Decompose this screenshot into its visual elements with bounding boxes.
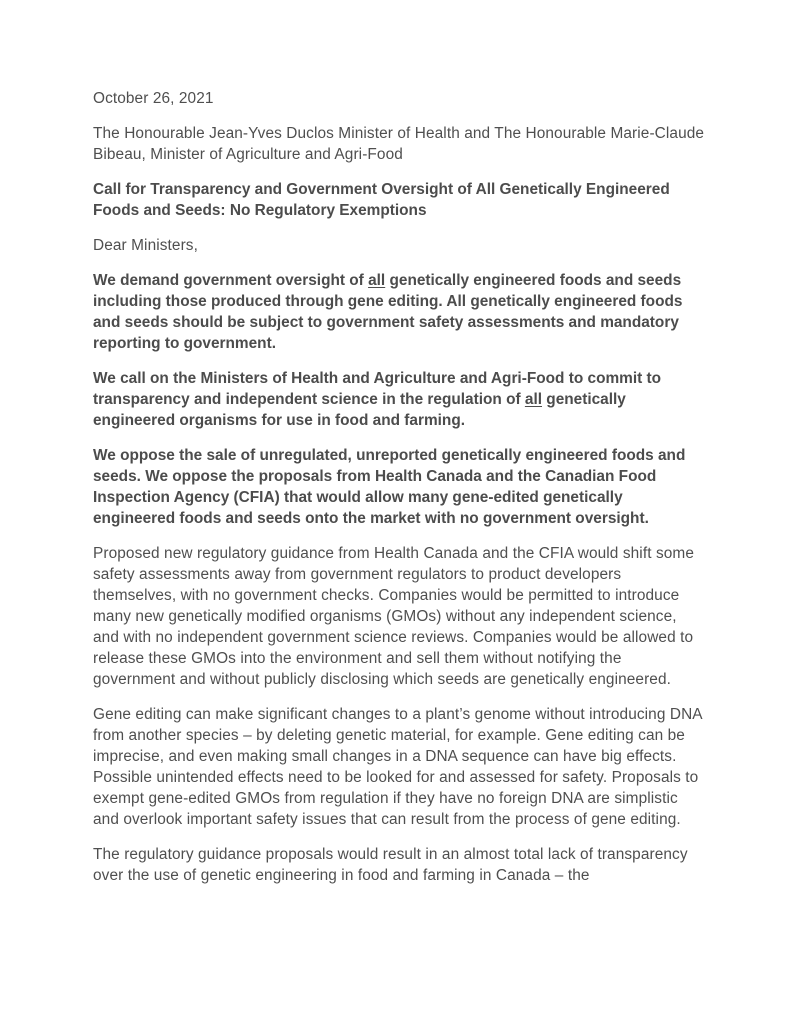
oppose-paragraph: We oppose the sale of unregulated, unreported genetically engineered foods and seeds. We oppose the proposals from Health Canada and the Canadian Food Inspection Agency (CFIA) that would allow many gene-edited genetically engineered foods and seeds onto the market with no government oversight. xyxy=(93,447,686,527)
demand-underlined-all: all xyxy=(368,272,386,289)
gene-editing-paragraph: Gene editing can make significant changes to a plant’s genome without introducing DNA from another species – by deleting genetic material, for example. Gene editing can be imprecise, and even making small changes in a DNA sequence can have big effects. Possible unintended effects need to be looked for and assessed for safety. Proposals to exempt gene-edited GMOs from regulation if they have no foreign DNA are simplistic and overlook important safety issues that can result from the process of gene editing. xyxy=(93,706,702,828)
transparency-paragraph: The regulatory guidance proposals would result in an almost total lack of transparency over the use of genetic engineering in food and farming in Canada – the xyxy=(93,846,688,884)
call-text-after: genetically engineered organisms for use in food and farming. xyxy=(93,391,626,429)
call-underlined-all: all xyxy=(524,391,543,408)
demand-text-after: genetically engineered foods and seeds including those produced through gene editing. All genetically engineered foods and seeds should be subject to government safety assessments and mandatory reporting to government. xyxy=(93,272,683,352)
demand-paragraph xyxy=(93,270,705,354)
demand-text-before: We demand government oversight of xyxy=(93,272,369,289)
call-text-before: We call on the Ministers of Health and Agriculture and Agri-Food to commit to transparency and independent science in the regulation of xyxy=(93,370,662,408)
recipients-line: The Honourable Jean-Yves Duclos Minister of Health and The Honourable Marie-Claude Bibeau, Minister of Agriculture and Agri-Food xyxy=(93,125,705,163)
salutation: Dear Ministers, xyxy=(93,237,198,254)
guidance-paragraph: Proposed new regulatory guidance from Health Canada and the CFIA would shift some safety assessments away from government regulators to product developers themselves, with no government checks. Companies would be permitted to introduce many new genetically modified organisms (GMOs) without any independent science, and with no independent government science reviews. Companies would be allowed to release these GMOs into the environment and sell them without notifying the government and without publicly disclosing which seeds are genetically engineered. xyxy=(93,545,694,688)
letter-date: October 26, 2021 xyxy=(93,90,214,107)
call-paragraph xyxy=(93,368,705,431)
subject-line: Call for Transparency and Government Oversight of All Genetically Engineered Foods and Seeds: No Regulatory Exemptions xyxy=(93,181,670,219)
